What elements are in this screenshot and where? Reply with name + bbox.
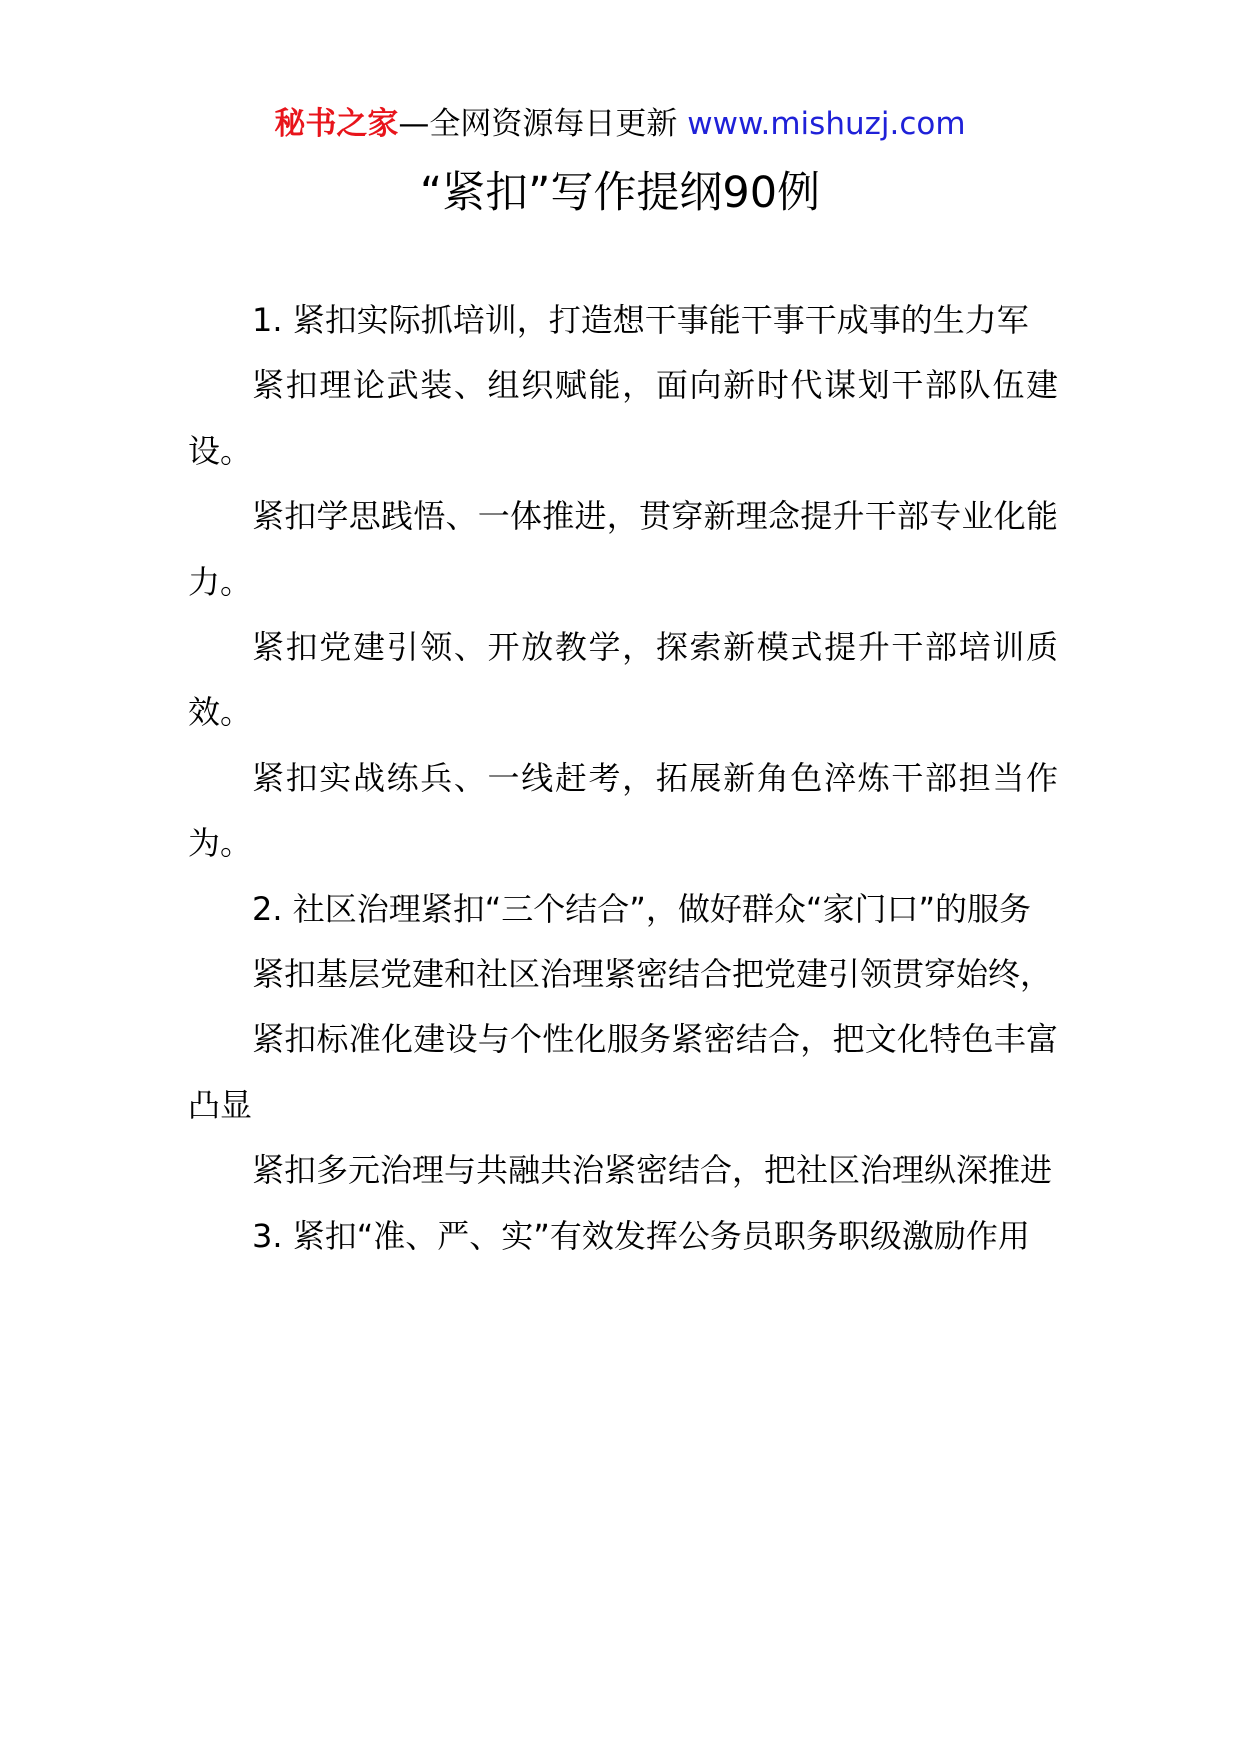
paragraph: 紧扣党建引领、开放教学，探索新模式提升干部培训质效。 [188,628,1058,732]
paragraph: 紧扣理论武装、组织赋能，面向新时代谋划干部队伍建设。 [188,366,1058,470]
site-brand: 秘书之家 [274,106,399,142]
paragraph: 紧扣标准化建设与个性化服务紧密结合，把文化特色丰富凸显 [188,1020,1058,1124]
document-body [188,288,1058,1269]
paragraph: 3. 紧扣“准、严、实”有效发挥公务员职务职级激励作用 [252,1216,1030,1255]
paragraph: 紧扣基层党建和社区治理紧密结合把党建引领贯穿始终， [252,955,1053,994]
document-title: “紧扣”写作提纲90例 [419,168,821,218]
paragraph: 紧扣多元治理与共融共治紧密结合，把社区治理纵深推进 [252,1151,1053,1190]
paragraph: 2. 社区治理紧扣“三个结合”，做好群众“家门口”的服务 [252,889,1032,928]
paragraph: 紧扣学思践悟、一体推进，贯穿新理念提升干部专业化能力。 [188,497,1058,601]
site-tagline: —全网资源每日更新 [398,106,688,142]
paragraph: 紧扣实战练兵、一线赶考，拓展新角色淬炼干部担当作为。 [188,758,1058,863]
site-url-link[interactable]: www.mishuzj.com [687,106,966,142]
site-header [0,102,1240,146]
paragraph: 1. 紧扣实际抓培训，打造想干事能干事干成事的生力军 [252,301,1029,339]
